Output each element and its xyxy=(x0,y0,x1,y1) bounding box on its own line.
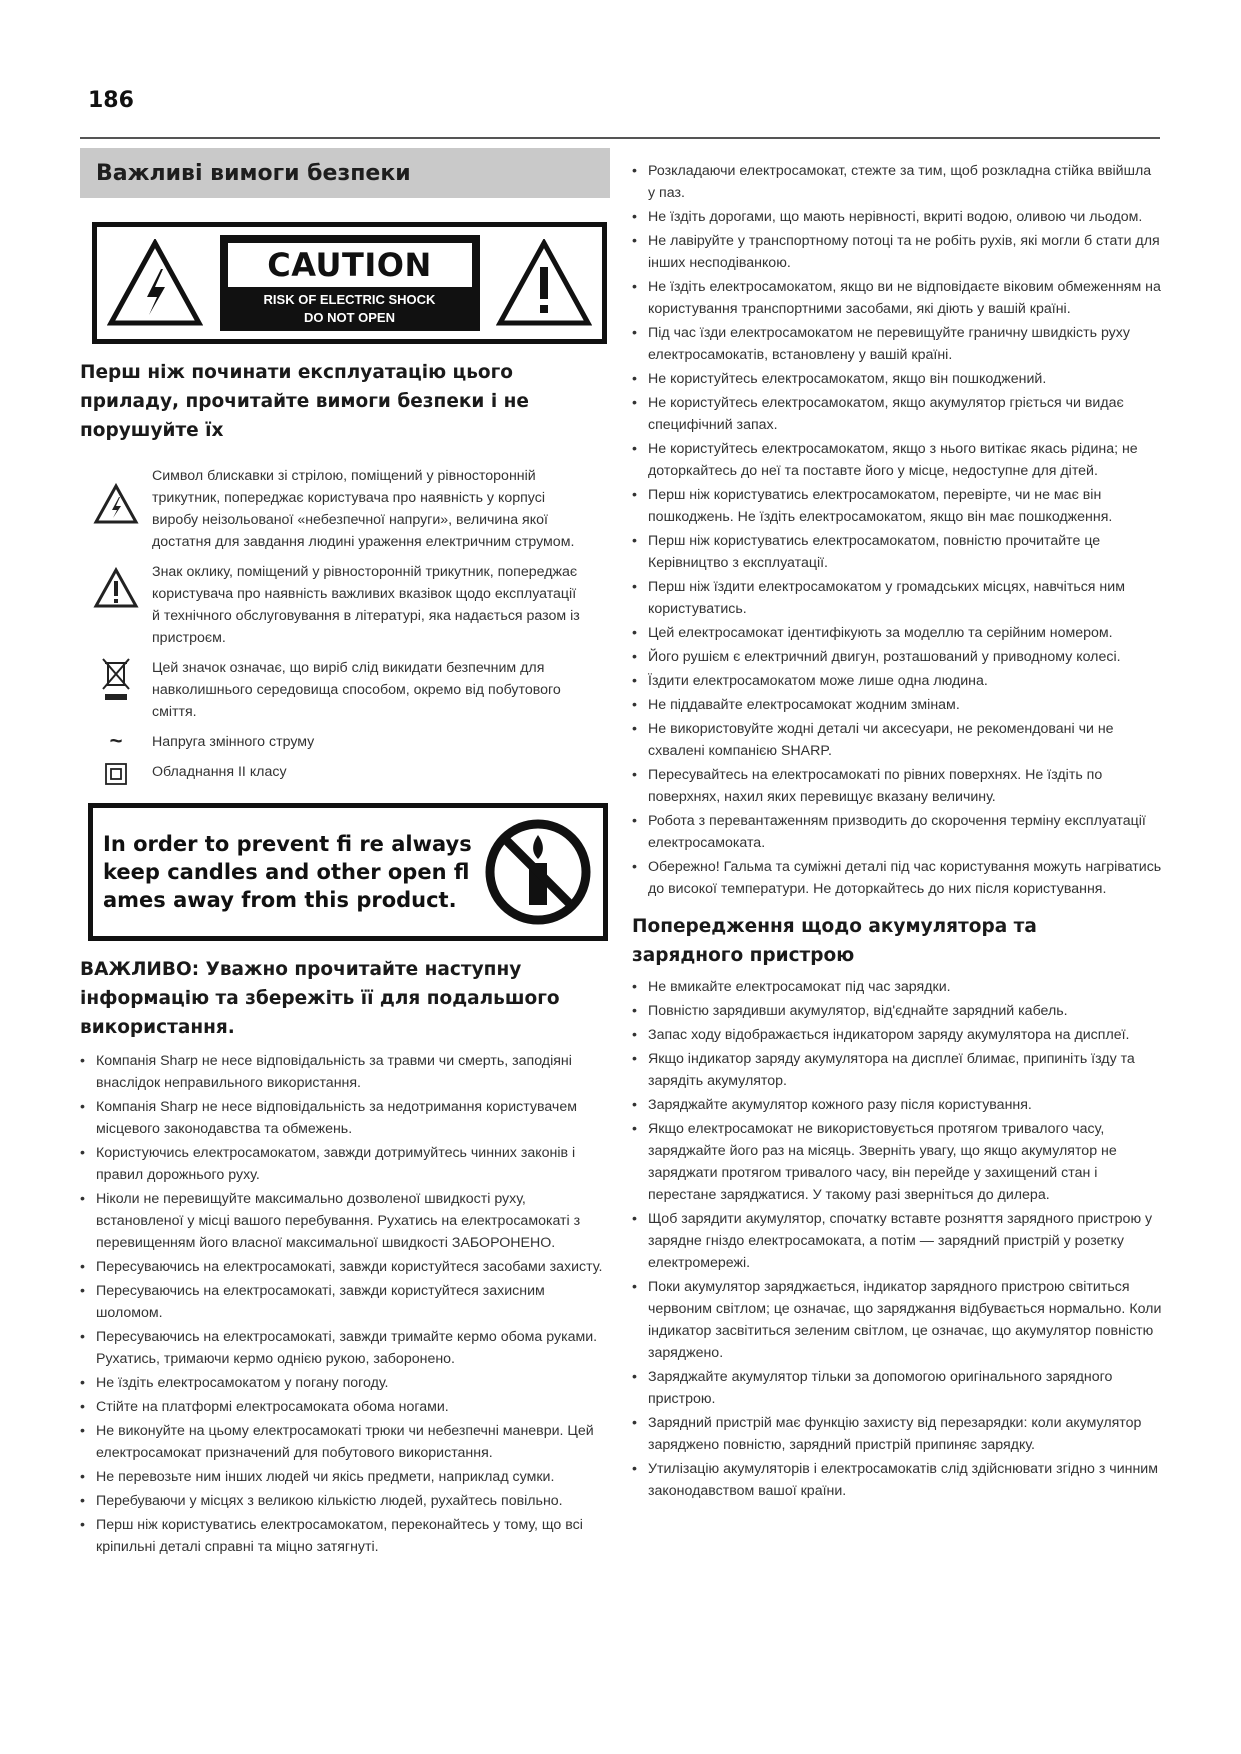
list-item: • Не їздіть дорогами, що мають нерівності, вкриті водою, оливою чи льодом. xyxy=(632,206,1162,228)
symbol-list xyxy=(80,465,615,785)
symbol-text-bin: Цей значок означає, що виріб слід викидати безпечним для навколишнього середовища способом, окремо від побутового сміття. xyxy=(152,660,561,720)
exclamation-triangle-icon xyxy=(93,567,139,609)
list-item: • Якщо електросамокат не використовується протягом тривалого часу, заряджайте його раз на місяць. Зверніть увагу, що якщо акумулятор не заряджати протягом тривалого часу, він перейде у захищений стан і перестане заряджатися. У такому разі зверніться до дилера. xyxy=(632,1118,1162,1206)
list-item: • Не їздіть електросамокатом, якщо ви не відповідаєте віковим обмеженням на користування транспортними засобами, які діють у вашій країні. xyxy=(632,276,1162,320)
list-item: • Його рушієм є електричний двигун, розташований у приводному колесі. xyxy=(632,646,1162,668)
list-item: • Щоб зарядити акумулятор, спочатку вставте розняття зарядного пристрою у зарядне гніздо електросамоката, а потім — зарядний пристрій у розетку електромережі. xyxy=(632,1208,1162,1274)
list-item: • Утилізацію акумуляторів і електросамокатів слід здійснювати згідно з чинним законодавством вашої країни. xyxy=(632,1458,1162,1502)
lightning-triangle-icon xyxy=(107,239,203,327)
symbol-row xyxy=(80,761,615,785)
caution-box xyxy=(220,235,480,331)
read-first-heading: Перш ніж починати експлуатацію цього приладу, прочитайте вимоги безпеки і не порушуйте їх xyxy=(80,362,529,441)
crossed-bin-icon xyxy=(99,657,133,701)
symbol-row xyxy=(80,465,615,553)
list-item: • Якщо індикатор заряду акумулятора на дисплеї блимає, припиніть їзду та зарядіть акумулятор. xyxy=(632,1048,1162,1092)
list-item: • Не перевозьте ним інших людей чи якісь предмети, наприклад сумки. xyxy=(80,1466,615,1488)
list-item: • Пересуваючись на електросамокаті, завжди тримайте кермо обома руками. Рухатись, тримаючи кермо однією рукою, заборонено. xyxy=(80,1326,615,1370)
list-item: • Не користуйтесь електросамокатом, якщо він пошкоджений. xyxy=(632,368,1162,390)
list-item: • Цей електросамокат ідентифікують за моделлю та серійним номером. xyxy=(632,622,1162,644)
list-item: • Повністю зарядивши акумулятор, від'єднайте зарядний кабель. xyxy=(632,1000,1162,1022)
caution-line-2: DO NOT OPEN xyxy=(303,310,395,325)
list-item: • Перш ніж користуватись електросамокатом, перевірте, чи не має він пошкоджень. Не їздіть електросамокатом, якщо він має пошкодження. xyxy=(632,484,1162,528)
list-item: • Перебуваючи у місцях з великою кількістю людей, рухайтесь повільно. xyxy=(80,1490,615,1512)
list-item: • Заряджайте акумулятор кожного разу після користування. xyxy=(632,1094,1162,1116)
list-item: • Розкладаючи електросамокат, стежте за тим, щоб розкладна стійка ввійшла у паз. xyxy=(632,160,1162,204)
flame-warning-panel xyxy=(88,803,608,941)
list-item: • Не використовуйте жодні деталі чи аксесуари, не рекомендовані чи не схвалені компанією SHARP. xyxy=(632,718,1162,762)
list-item: • Перш ніж користуватись електросамокатом, переконайтесь у тому, що всі кріпильні деталі справні та міцно затягнуті. xyxy=(80,1514,615,1558)
symbol-row xyxy=(80,561,615,649)
list-item: • Ніколи не перевищуйте максимально дозволеної швидкості руху, встановленої у місці вашого перебування. Рухатись на електросамокаті з перевищенням його власної максимальної швидкості ЗАБОРОНЕНО. xyxy=(80,1188,615,1254)
list-item: • Пересуваючись на електросамокаті, завжди користуйтеся засобами захисту. xyxy=(80,1256,615,1278)
list-item: • Стійте на платформі електросамоката обома ногами. xyxy=(80,1396,615,1418)
list-item: • Не користуйтесь електросамокатом, якщо акумулятор гріється чи видає специфічний запах. xyxy=(632,392,1162,436)
symbol-row xyxy=(80,728,615,753)
important-heading: ВАЖЛИВО: Уважно прочитайте наступну інформацію та збережіть її для подальшого використання. xyxy=(80,959,560,1038)
symbol-row xyxy=(80,657,615,723)
list-item: • Користуючись електросамокатом, завжди дотримуйтесь чинних законів і правил дорожнього руху. xyxy=(80,1142,615,1186)
symbol-text-ac: Напруга змінного струму xyxy=(152,734,315,750)
battery-bullet-list xyxy=(632,976,1162,1502)
list-item: • Обережно! Гальма та суміжні деталі під час користування можуть нагріватись до високої температури. Не доторкайтесь до них після користування. xyxy=(632,856,1162,900)
list-item: • Не користуйтесь електросамокатом, якщо з нього витікає якась рідина; не доторкайтесь до неї та поставте його у місце, недоступне для дітей. xyxy=(632,438,1162,482)
right-column xyxy=(632,160,1162,1504)
list-item: • Під час їзди електросамокатом не перевищуйте граничну швидкість руху електросамокатів, встановлену у вашій країні. xyxy=(632,322,1162,366)
list-item: • Їздити електросамокатом може лише одна людина. xyxy=(632,670,1162,692)
caution-line-1: RISK OF ELECTRIC SHOCK xyxy=(263,292,436,307)
list-item: • Зарядний пристрій має функцію захисту від перезарядки: коли акумулятор заряджено повністю, зарядний пристрій припиняє зарядку. xyxy=(632,1412,1162,1456)
list-item: • Не виконуйте на цьому електросамокаті трюки чи небезпечні маневри. Цей електросамокат призначений для побутового використання. xyxy=(80,1420,615,1464)
lightning-triangle-icon xyxy=(93,483,139,525)
list-item: • Заряджайте акумулятор тільки за допомогою оригінального зарядного пристрою. xyxy=(632,1366,1162,1410)
list-item: • Перш ніж їздити електросамокатом у громадських місцях, навчіться ним користуватись. xyxy=(632,576,1162,620)
list-item: • Не вмикайте електросамокат під час зарядки. xyxy=(632,976,1162,998)
list-item: • Не лавіруйте у транспортному потоці та не робіть рухів, які могли б стати для інших несподіванкою. xyxy=(632,230,1162,274)
symbol-text-exclamation: Знак оклику, поміщений у рівносторонній трикутник, попереджає користувача про наявність важливих вказівок щодо експлуатації й технічного обслуговування в літературі, яка надається разом із пристроєм. xyxy=(152,564,580,646)
list-item: • Не їздіть електросамокатом у погану погоду. xyxy=(80,1372,615,1394)
list-item: • Компанія Sharp не несе відповідальність за недотримання користувачем місцевого законодавства та обмежень. xyxy=(80,1096,615,1140)
symbol-text-class-ii: Обладнання II класу xyxy=(152,764,287,780)
exclamation-triangle-icon xyxy=(496,239,592,327)
ac-tilde-icon: ~ xyxy=(109,728,123,753)
list-item: • Поки акумулятор заряджається, індикатор зарядного пристрою світиться червоним світлом; це означає, що заряджання відбувається нормально. Коли індикатор засвітиться зеленим світлом, це означає, що акумулятор повністю заряджено. xyxy=(632,1276,1162,1364)
page-number: 186 xyxy=(88,88,134,113)
battery-heading: Попередження щодо акумулятора та зарядного пристрою xyxy=(632,916,1037,966)
header-divider xyxy=(80,137,1160,139)
left-column xyxy=(80,148,615,1560)
list-item: • Не піддавайте електросамокат жодним змінам. xyxy=(632,694,1162,716)
list-item: • Пересувайтесь на електросамокаті по рівних поверхнях. Не їздіть по поверхнях, нахил яких перевищує вказану величину. xyxy=(632,764,1162,808)
right-bullet-list xyxy=(632,160,1162,900)
list-item: • Компанія Sharp не несе відповідальність за травми чи смерть, заподіяні внаслідок неправильного використання. xyxy=(80,1050,615,1094)
class-ii-icon xyxy=(105,763,127,785)
symbol-text-lightning: Символ блискавки зі стрілою, поміщений у рівносторонній трикутник, попереджає користувача про наявність у корпусі виробу неізольованої «небезпечної напруги», величина якої достатня для завдання людині ураження електричним струмом. xyxy=(152,468,575,550)
no-open-flame-icon xyxy=(483,817,593,927)
list-item: • Запас ходу відображається індикатором заряду акумулятора на дисплеї. xyxy=(632,1024,1162,1046)
caution-label xyxy=(92,222,607,344)
flame-warning-text: In order to prevent fi re always keep candles and other open fl ames away from this product. xyxy=(103,832,472,912)
list-item: • Перш ніж користуватись електросамокатом, повністю прочитайте це Керівництво з експлуатації. xyxy=(632,530,1162,574)
left-bullet-list xyxy=(80,1050,615,1558)
caution-word: CAUTION xyxy=(228,243,472,287)
section-title: Важливі вимоги безпеки xyxy=(80,148,610,198)
list-item: • Пересуваючись на електросамокаті, завжди користуйтеся захисним шоломом. xyxy=(80,1280,615,1324)
list-item: • Робота з перевантаженням призводить до скорочення терміну експлуатації електросамоката. xyxy=(632,810,1162,854)
